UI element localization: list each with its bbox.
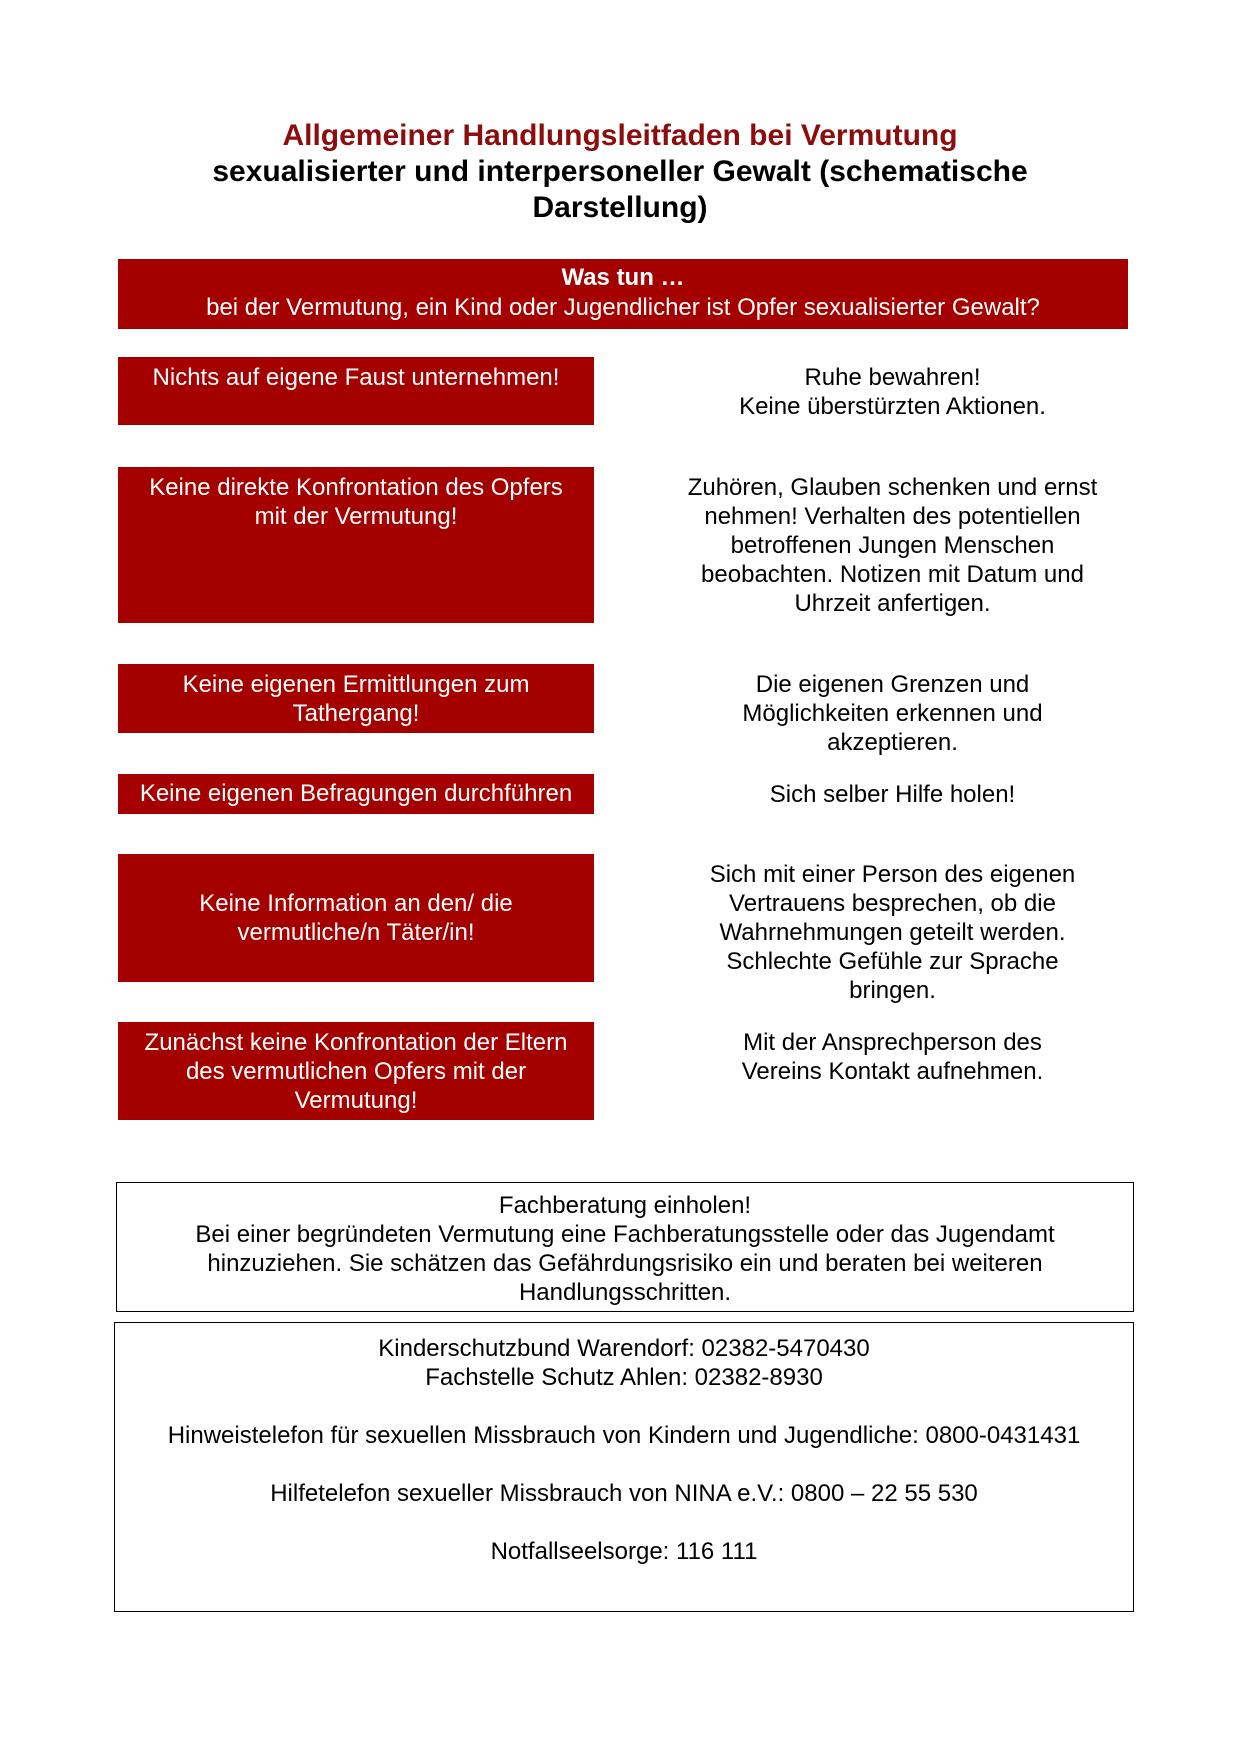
contact-fachstelle: Fachstelle Schutz Ahlen: 02382-8930 bbox=[425, 1364, 823, 1391]
title-line-2: sexualisierter und interpersoneller Gewalt (schematische bbox=[212, 155, 1028, 188]
banner-subtitle: bei der Vermutung, ein Kind oder Jugendlicher ist Opfer sexualisierter Gewalt? bbox=[206, 294, 1040, 321]
dont-box-6: Zunächst keine Konfrontation der Eltern des vermutlichen Opfers mit der Vermutung! bbox=[118, 1022, 594, 1120]
dont-box-1: Nichts auf eigene Faust unternehmen! bbox=[118, 357, 594, 425]
contact-hinweistelefon: Hinweistelefon für sexuellen Missbrauch von Kindern und Jugendliche: 0800-0431431 bbox=[167, 1422, 1081, 1449]
banner-title: Was tun … bbox=[561, 264, 685, 291]
dont-box-2: Keine direkte Konfrontation des Opfers mit der Vermutung! bbox=[118, 467, 594, 623]
dont-box-4: Keine eigenen Befragungen durchführen bbox=[118, 774, 594, 814]
question-banner bbox=[118, 259, 1128, 329]
dont-box-3: Keine eigenen Ermittlungen zum Tathergang! bbox=[118, 664, 594, 733]
contact-notfallseelsorge: Notfallseelsorge: 116 111 bbox=[490, 1538, 758, 1565]
do-text-4: Sich selber Hilfe holen! bbox=[769, 781, 1016, 808]
do-text-3: Die eigenen Grenzen und Möglichkeiten erkennen und akzeptieren. bbox=[742, 671, 1043, 756]
title-line-1: Allgemeiner Handlungsleitfaden bei Vermutung bbox=[282, 119, 958, 152]
do-text-6: Mit der Ansprechperson des Vereins Kontakt aufnehmen. bbox=[741, 1029, 1044, 1085]
do-text-1: Ruhe bewahren! Keine überstürzten Aktionen. bbox=[739, 364, 1046, 420]
fachberatung-heading: Fachberatung einholen! bbox=[498, 1192, 752, 1219]
do-text-2: Zuhören, Glauben schenken und ernst nehmen! Verhalten des potentiellen betroffenen Jungen Menschen beobachten. Notizen mit Datum und Uhrzeit anfertigen. bbox=[687, 474, 1098, 617]
fachberatung-text: Bei einer begründeten Vermutung eine Fachberatungsstelle oder das Jugendamt hinzuziehen. Sie schätzen das Gefährdungsrisiko ein und beraten bei weiteren Handlungsschritten. bbox=[195, 1221, 1055, 1306]
do-text-5: Sich mit einer Person des eigenen Vertrauens besprechen, ob die Wahrnehmungen geteilt werden. Schlechte Gefühle zur Sprache bringen. bbox=[709, 861, 1076, 1004]
fachberatung-box bbox=[116, 1182, 1134, 1312]
contacts-box bbox=[114, 1322, 1134, 1612]
page-title bbox=[0, 118, 1240, 226]
contact-hilfetelefon: Hilfetelefon sexueller Missbrauch von NINA e.V.: 0800 – 22 55 530 bbox=[270, 1480, 978, 1507]
dont-box-5: Keine Information an den/ die vermutliche/n Täter/in! bbox=[118, 854, 594, 982]
title-line-3: Darstellung) bbox=[532, 191, 708, 224]
contact-kinderschutzbund: Kinderschutzbund Warendorf: 02382-5470430 bbox=[378, 1335, 870, 1362]
